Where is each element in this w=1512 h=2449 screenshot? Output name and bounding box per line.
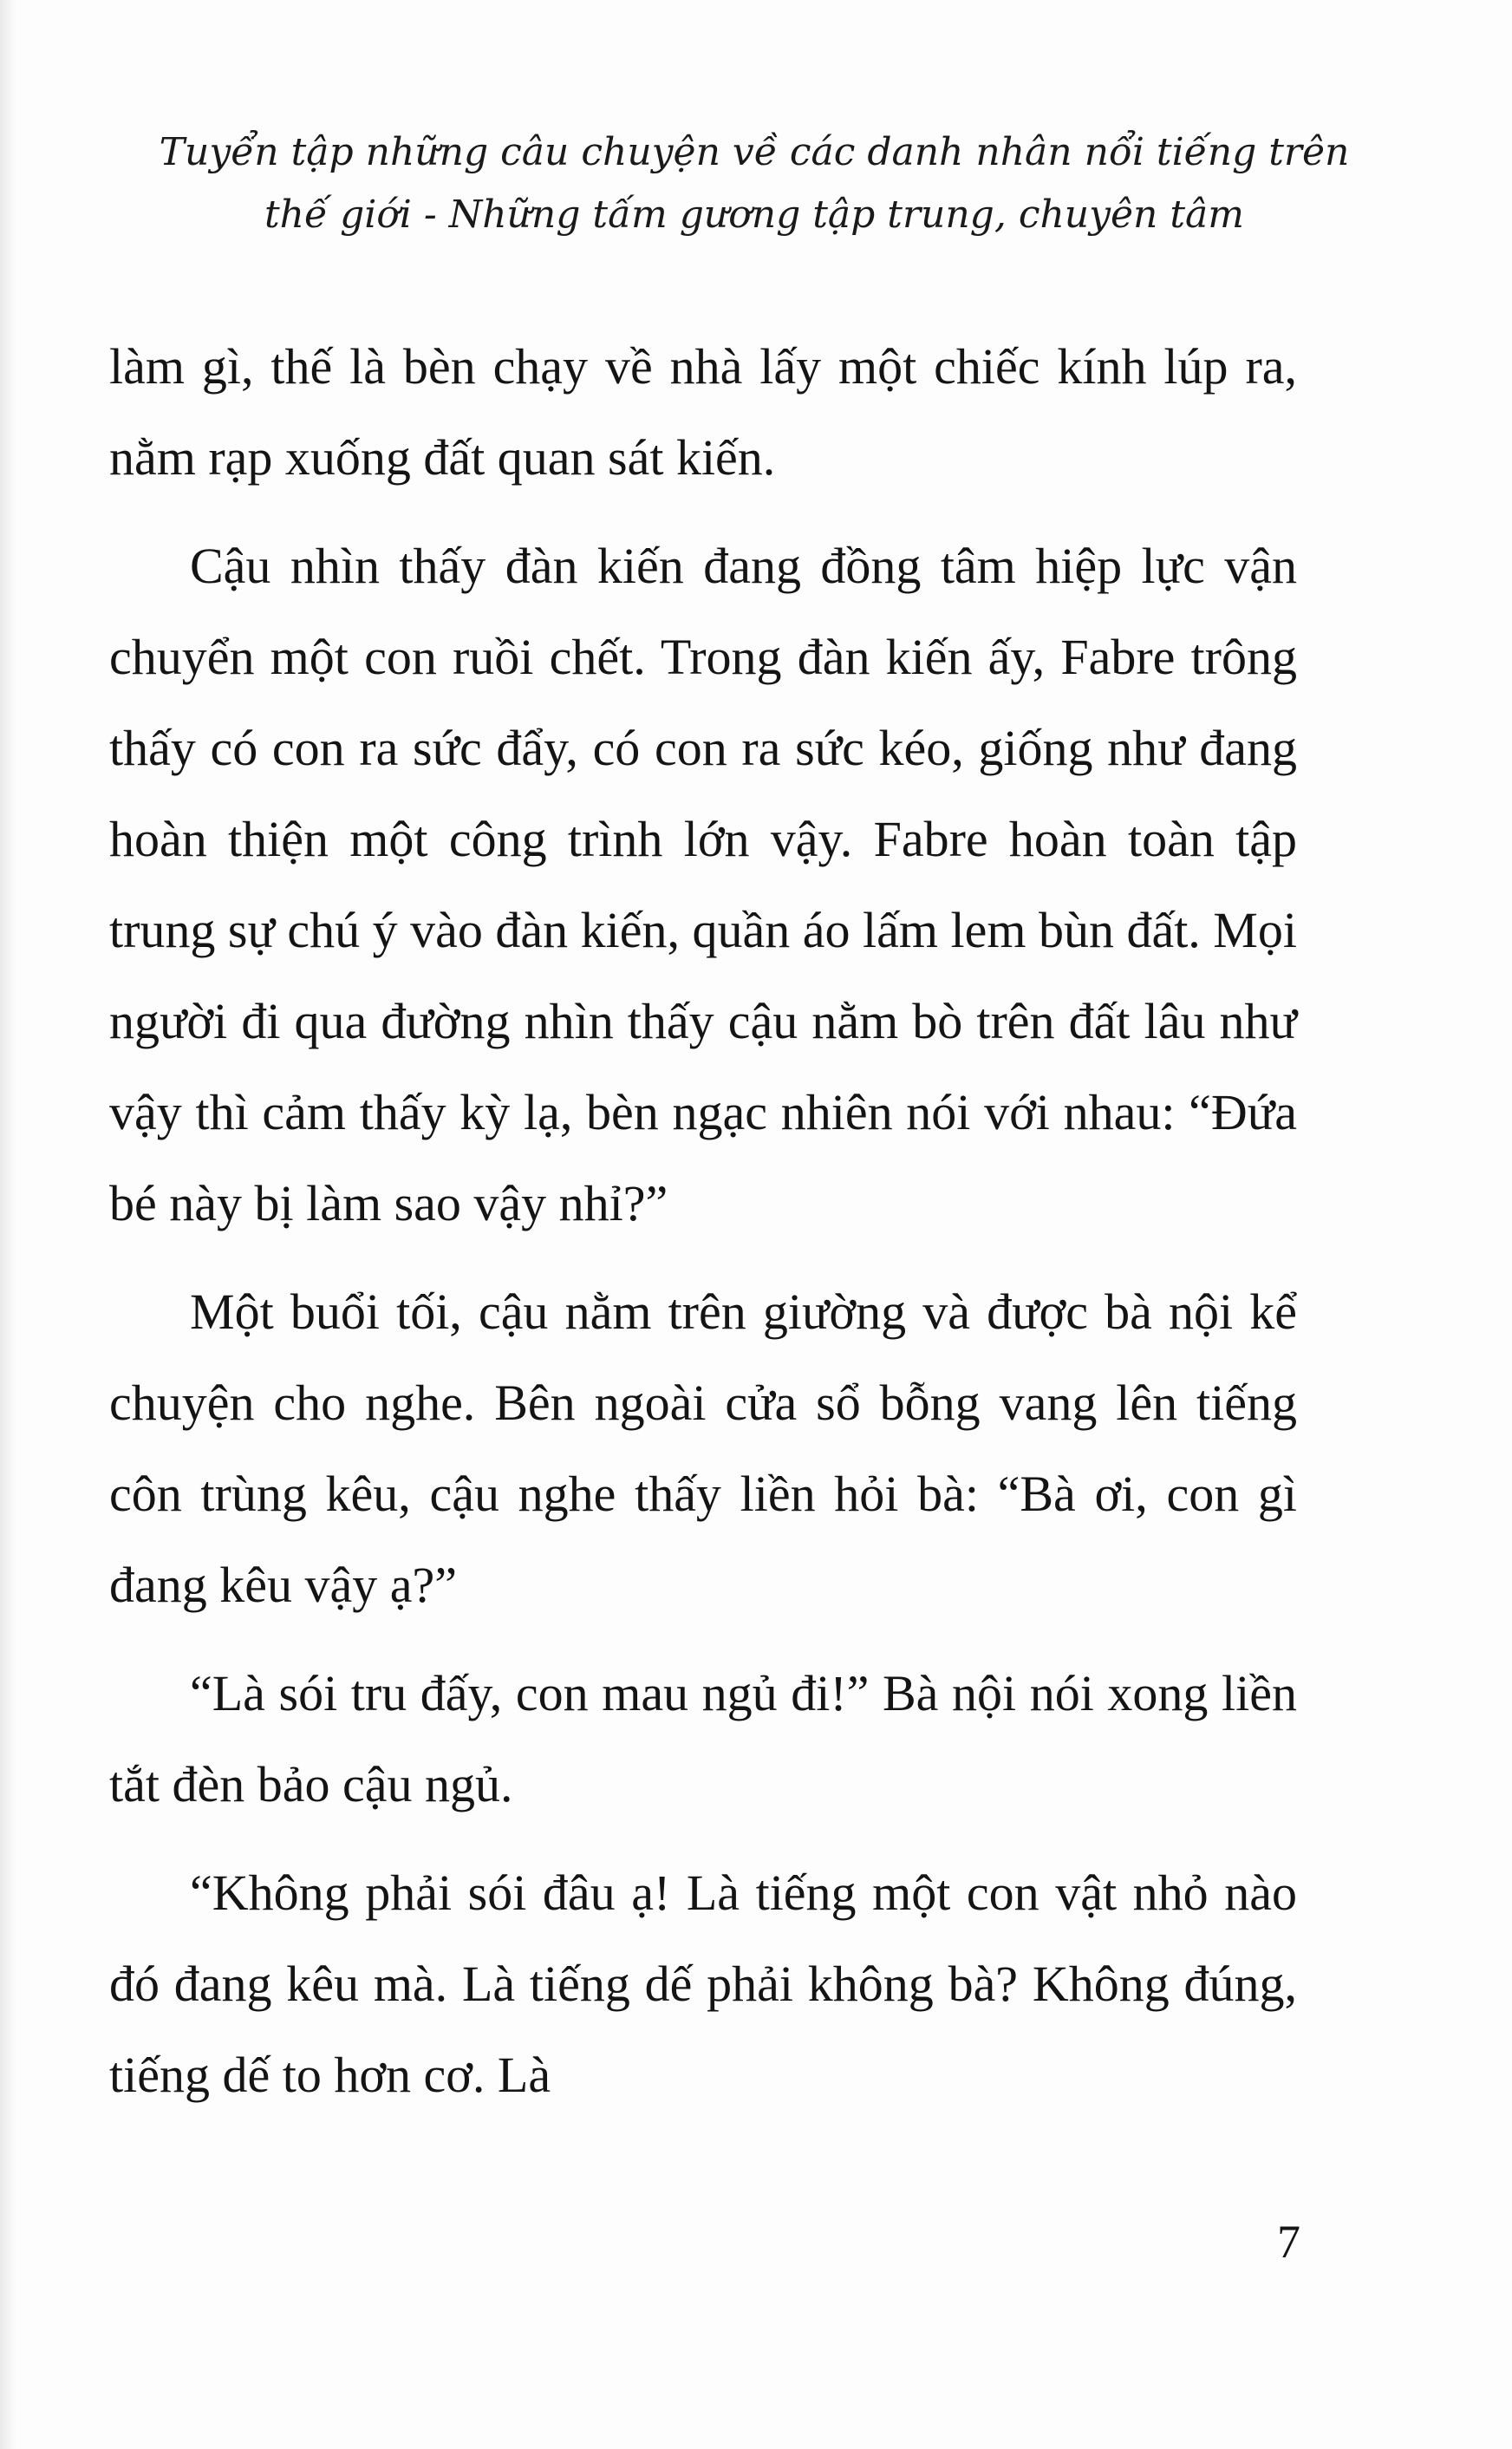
body-text xyxy=(109,321,1297,2138)
running-header-line-2: thế giới - Những tấm gương tập trung, chuyên tâm xyxy=(264,193,1244,237)
paragraph-4: “Là sói tru đấy, con mau ngủ đi!” Bà nội nói xong liền tắt đèn bảo cậu ngủ. xyxy=(109,1665,1297,1812)
running-header xyxy=(95,121,1413,246)
paragraph-1: làm gì, thế là bèn chạy về nhà lấy một chiếc kính lúp ra, nằm rạp xuống đất quan sát kiến. xyxy=(109,338,1297,486)
paragraph-2: Cậu nhìn thấy đàn kiến đang đồng tâm hiệp lực vận chuyển một con ruồi chết. Trong đàn kiến ấy, Fabre trông thấy có con ra sức đẩy, có con ra sức kéo, giống như đang hoàn thiện một công trình lớn vậy. Fabre hoàn toàn tập trung sự chú ý vào đàn kiến, quần áo lấm lem bùn đất. Mọi người đi qua đường nhìn thấy cậu nằm bò trên đất lâu như vậy thì cảm thấy kỳ lạ, bèn ngạc nhiên nói với nhau: “Đứa bé này bị làm sao vậy nhỉ?” xyxy=(109,538,1297,1231)
page-number: 7 xyxy=(1277,2216,1300,2268)
paragraph-5: “Không phải sói đâu ạ! Là tiếng một con vật nhỏ nào đó đang kêu mà. Là tiếng dế phải không bà? Không đúng, tiếng dế to hơn cơ. Là xyxy=(109,1865,1297,2103)
paragraph-3: Một buổi tối, cậu nằm trên giường và được bà nội kể chuyện cho nghe. Bên ngoài cửa sổ bỗng vang lên tiếng côn trùng kêu, cậu nghe thấy liền hỏi bà: “Bà ơi, con gì đang kêu vậy ạ?” xyxy=(109,1283,1297,1613)
page-edge-shadow xyxy=(0,0,16,2449)
running-header-line-1: Tuyển tập những câu chuyện về các danh nhân nổi tiếng trên xyxy=(159,130,1350,174)
